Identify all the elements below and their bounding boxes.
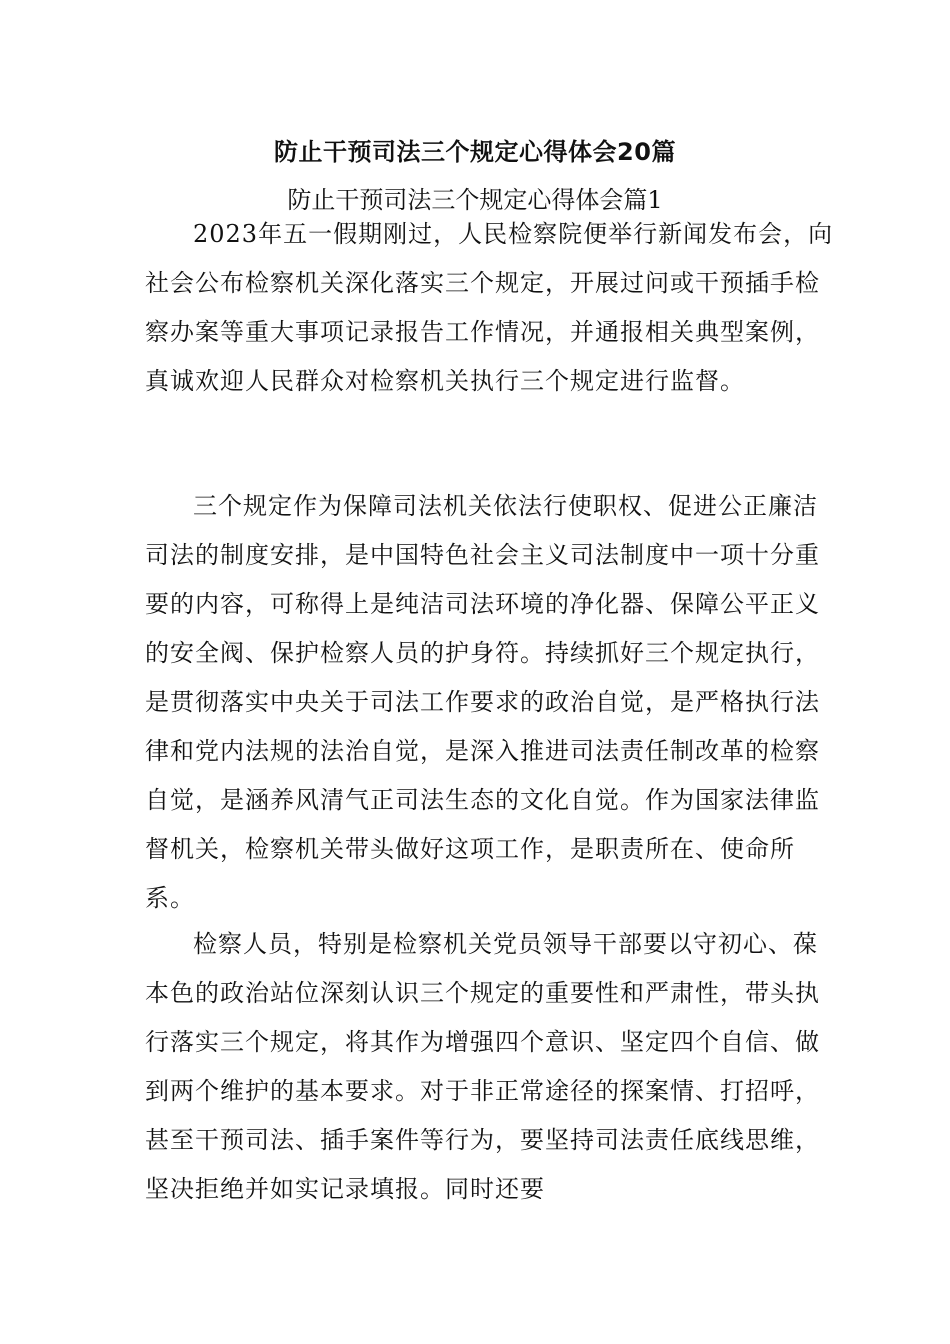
- paragraph-1: 2023年五一假期刚过，人民检察院便举行新闻发布会，向社会公布检察机关深化落实三个规定，开展过问或干预插手检察办案等重大事项记录报告工作情况，并通报相关典型案例，真诚欢迎人民群众对检察机关执行三个规定进行监督。: [145, 220, 834, 395]
- paragraph-3: 检察人员，特别是检察机关党员领导干部要以守初心、葆本色的政治站位深刻认识三个规定的重要性和严肃性，带头执行落实三个规定，将其作为增强四个意识、坚定四个自信、做到两个维护的基本要求。对于非正常途径的探案情、打招呼，甚至干预司法、插手案件等行为，要坚持司法责任底线思维，坚决拒绝并如实记录填报。同时还要: [145, 930, 820, 1203]
- paragraph-2: 三个规定作为保障司法机关依法行使职权、促进公正廉洁司法的制度安排，是中国特色社会主义司法制度中一项十分重要的内容，可称得上是纯洁司法环境的净化器、保障公平正义的安全阀、保护检察人员的护身符。持续抓好三个规定执行，是贯彻落实中央关于司法工作要求的政治自觉，是严格执行法律和党内法规的法治自觉，是深入推进司法责任制改革的检察自觉，是涵养风清气正司法生态的文化自觉。作为国家法律监督机关，检察机关带头做好这项工作，是职责所在、使命所系。: [145, 492, 820, 912]
- document-subtitle: 防止干预司法三个规定心得体会篇1: [287, 186, 663, 214]
- document-title: 防止干预司法三个规定心得体会20篇: [274, 138, 676, 166]
